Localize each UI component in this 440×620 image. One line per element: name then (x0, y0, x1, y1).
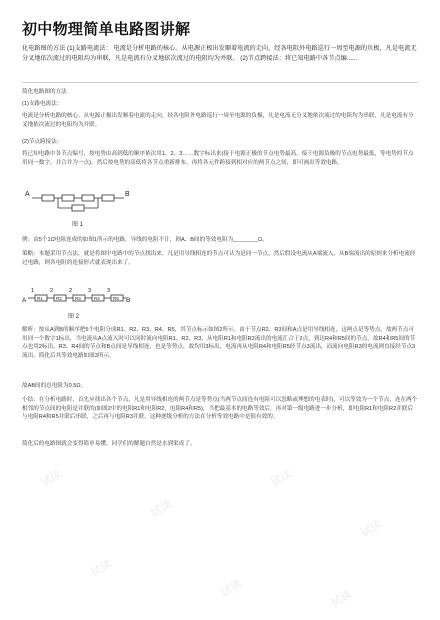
fig2-caption: 图 2 (68, 314, 80, 320)
fig1-caption: 图 1 (72, 222, 84, 228)
summary-text: 小结：在分析电路时，首先应找出各个节点，凡是用导线相连的两节点是等势点(当两节点间连有电阻可以忽略或理想的电表时)，可以等效为一个节点，连在两个相邻的节点间的电阻是并联的(如图2中的电阻R1和电阻R2，电阻R4和R5)，当把最基本的电路等效后，再对第一级电路进一步分析，即电阻R1和电阻R2并联后与电阻R4和R5并联后串联，之后再与电阻R3并联，这种逐级分析的方法在分析等效电路中是很有效的。 (22, 397, 418, 421)
method2-title-block (22, 138, 418, 147)
fig2-node-label: 3 (88, 288, 92, 294)
intro-text: 化电路图的方法 (1)支路电流法： 电流是分析电路的核心。从电源正极出发顺着电流的走向，经各电阻外电路巡行一周至电源的负极，凡是电流无分叉地依次流过的电阻均为串联，凡是电流有分叉地依次流过的电阻均为并联。 (2)节点跨接法：将已知电路中各节点编...... (22, 45, 417, 62)
method2-body-block (22, 150, 418, 167)
fig2-node-group (31, 288, 110, 294)
fig2-node-label: 2 (50, 288, 54, 294)
method2-title: (2)节点跨接法： (22, 139, 63, 145)
fig2-node-label: 3 (107, 288, 111, 294)
fig1-resistor-1 (42, 195, 54, 201)
figure-1-circuit (24, 184, 134, 230)
divider (22, 82, 418, 83)
fig2-resistor-label: R5 (113, 296, 119, 301)
summary-block (22, 396, 418, 422)
fig2-resistor-label: R3 (75, 296, 81, 301)
fig2-label-b: B (126, 297, 131, 304)
method1-body: 电流是分析电路的核心。从电源正极出发顺着电流的走向，经各电阻外电路巡行一周至电源的负极，凡是电流无分叉地依次流过的电阻均为串联，凡是电流有分叉地依次流过的电阻均为并联。 (22, 113, 414, 128)
watermark: 试读 (148, 498, 175, 520)
analysis-text: 解析：按从A到B的顺序把5个电阻分成R1、R2、R3、R4、R5，其节点标示如图2所示。由于节点R2、R3间和A点是用导线相连，这两点是等势点，故两节点可用同一个数字1标出，当电流从A点流入时可以同时流向电阻R1、R2、R3，从电阻R1和电阻R2流出的电流汇合于2点，到达R4和R5间的节点，故R4和R5间的节点也用2标出，R3、R4间的节点和B点间是导线相连，也是等势点，故均用3标出，电流再从电阻R4和电阻R5经节点3流出，而流向电阻R3的电流则直接经节点3流出，简化后其等效电路如图3所示。 (22, 327, 416, 359)
intro-summary (22, 44, 418, 64)
strategy-text: 策略：本题采用节点法，就是将图中电路中的节点找出来，凡是用导线相连的节点可认为是同一节点，然后假设电流从A端流入，从B端流出的原则来分析电流经过电路，则各电阻的连接形式就表现出来了。 (22, 251, 416, 266)
figure-2-circuit (22, 282, 132, 322)
section-heading: 简化电路图的方法 (22, 89, 67, 95)
method1-body-block (22, 112, 418, 129)
result-block (22, 382, 418, 391)
example-text: 例：由5个1Ω电阻连成的如图1所示的电路，导线的电阻不计，则A、B间的等效电阻为________Ω。 (22, 237, 268, 243)
watermark: 试读 (328, 588, 355, 610)
watermark: 试读 (88, 558, 115, 580)
watermark: 试读 (268, 468, 295, 490)
fig1-resistor-4 (102, 195, 114, 201)
fig1-label-a: A (25, 191, 30, 198)
example-block (22, 236, 418, 245)
closing-text: 简化后的电路图就会变得简单易懂，同学们的解题自然是水到渠成了。 (22, 441, 196, 447)
fig2-resistor-label: R2 (56, 296, 62, 301)
watermark: 试读 (358, 518, 385, 540)
fig1-resistor-5 (72, 205, 84, 211)
fig1-label-b: B (125, 191, 130, 198)
fig1-resistor-3 (82, 195, 94, 201)
method1-title: (1)支路电流法： (22, 101, 63, 107)
fig2-resistor-label: R4 (94, 296, 100, 301)
document-title: 初中物理简单电路图讲解 (22, 21, 191, 38)
method2-body: 将已知电路中各节点编号，按电势由高到低的顺序依次用1、2、3……数字标出来(接于电源正极的节点电势最高，接于电源负极的节点电势最低，等电势的节点用同一数字，并合并为一点)。然后按电势的高低将各节点重新排布，再将各元件跨接到相对应的两节点之间，即可画出等效电路。 (22, 151, 414, 166)
watermark: 试读 (38, 468, 65, 490)
watermark: 试读 (218, 578, 245, 600)
fig2-node-label: 2 (69, 288, 73, 294)
section-heading-block (22, 88, 418, 97)
fig2-node-label: 1 (31, 288, 35, 294)
result-text: 故AB间的总电阻为0.5Ω。 (22, 383, 87, 389)
fig2-label-a: A (22, 297, 27, 304)
method1-title-block (22, 100, 418, 109)
fig2-resistor-label: R1 (37, 296, 43, 301)
strategy-block (22, 250, 418, 267)
closing-block (22, 440, 418, 449)
analysis-block (22, 326, 418, 360)
fig1-resistor-2 (62, 195, 74, 201)
